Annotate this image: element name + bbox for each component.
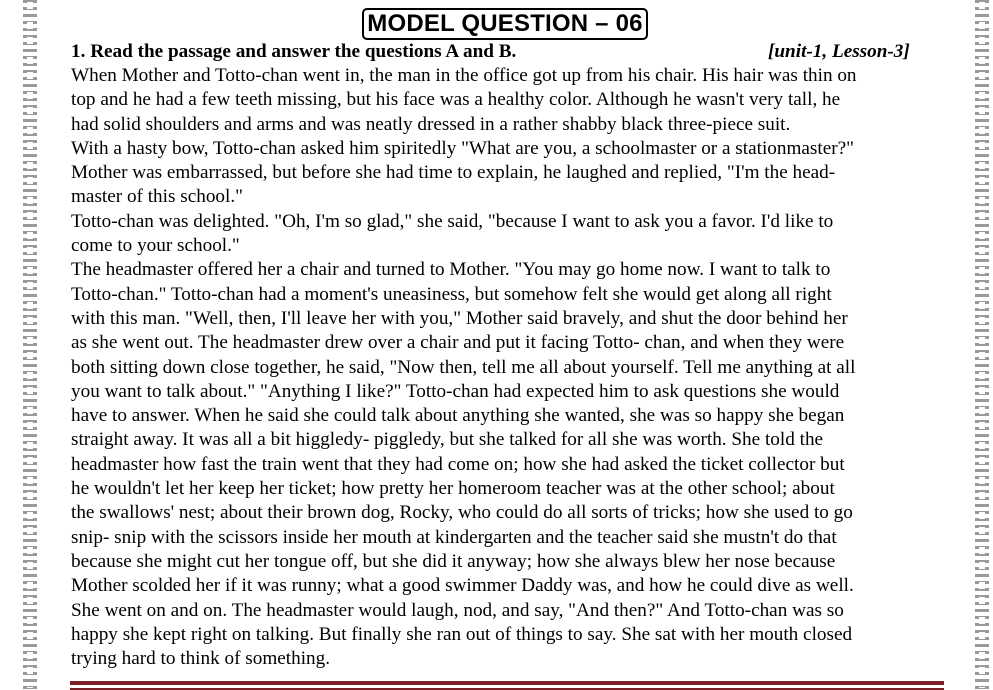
passage-line: Mother scolded her if it was runny; what a good swimmer Daddy was, and how he could dive as well. — [71, 575, 854, 597]
document-body — [71, 40, 951, 671]
passage-line: had solid shoulders and arms and was neatly dressed in a rather shabby black three-piece suit. — [71, 113, 791, 135]
passage-line: When Mother and Totto-chan went in, the man in the office got up from his chair. His hair was thin on — [71, 65, 857, 86]
passage-paragraph — [71, 258, 951, 671]
passage-line: have to answer. When he said she could talk about anything she wanted, she was so happy she began — [71, 405, 845, 427]
passage-line: come to your school." — [71, 235, 240, 257]
passage-line: trying hard to think of something. — [71, 648, 331, 670]
passage-line: he wouldn't let her keep her ticket; how pretty her homeroom teacher was at the other school; about — [71, 478, 835, 500]
passage-line: She went on and on. The headmaster would laugh, nod, and say, "And then?" And Totto-chan was so — [71, 599, 844, 621]
passage-line: Mother was embarrassed, but before she had time to explain, he laughed and replied, "I'm the head- — [71, 162, 836, 184]
page-border-right — [975, 0, 989, 690]
page-border-left — [23, 0, 37, 690]
title-container — [0, 8, 993, 40]
passage-paragraph — [71, 64, 951, 137]
passage-line: you want to talk about." "Anything I like?" Totto-chan had expected him to ask questions she would — [71, 380, 840, 402]
page-title: MODEL QUESTION – 06 — [362, 8, 647, 40]
passage-line: as she went out. The headmaster drew over a chair and put it facing Totto- chan, and when they were — [71, 332, 845, 354]
passage-paragraph — [71, 137, 951, 210]
passage-line: Totto-chan." Totto-chan had a moment's uneasiness, but somehow felt she would get along all right — [71, 283, 832, 305]
passage-line: straight away. It was all a bit higgledy- piggledy, but she talked for all she was worth. She told the — [71, 429, 824, 451]
passage-line: both sitting down close together, he said, "Now then, tell me all about yourself. Tell me anything at all — [71, 356, 856, 378]
passage-line: With a hasty bow, Totto-chan asked him spiritedly "What are you, a schoolmaster or a stationmaster?" — [71, 137, 854, 159]
passage-line: snip- snip with the scissors inside her mouth at kindergarten and the teacher said she mustn't do that — [71, 526, 837, 548]
passage-line: happy she kept right on talking. But finally she ran out of things to say. She sat with her mouth closed — [71, 623, 853, 645]
passage-paragraph — [71, 210, 951, 259]
passage-line: the swallows' nest; about their brown dog, Rocky, who could do all sorts of tricks; how she used to go — [71, 502, 853, 524]
passage-line: top and he had a few teeth missing, but his face was a healthy color. Although he wasn't very tall, he — [71, 89, 841, 111]
passage-line: because she might cut her tongue off, but she did it anyway; how she always blew her nose because — [71, 550, 836, 572]
question-header — [71, 40, 951, 64]
question-reference: [unit-1, Lesson-3] — [768, 41, 910, 62]
question-label: 1. Read the passage and answer the questions A and B. — [71, 41, 517, 62]
passage-line: master of this school." — [71, 186, 243, 208]
passage-line: with this man. "Well, then, I'll leave her with you," Mother said bravely, and shut the door behind her — [71, 307, 848, 329]
passage-line: headmaster how fast the train went that they had come on; how she had asked the ticket collector but — [71, 453, 845, 475]
passage-line: Totto-chan was delighted. "Oh, I'm so glad," she said, "because I want to ask you a favor. I'd like to — [71, 210, 834, 232]
passage-line: The headmaster offered her a chair and turned to Mother. "You may go home now. I want to talk to — [71, 259, 831, 281]
bottom-divider — [70, 681, 944, 685]
